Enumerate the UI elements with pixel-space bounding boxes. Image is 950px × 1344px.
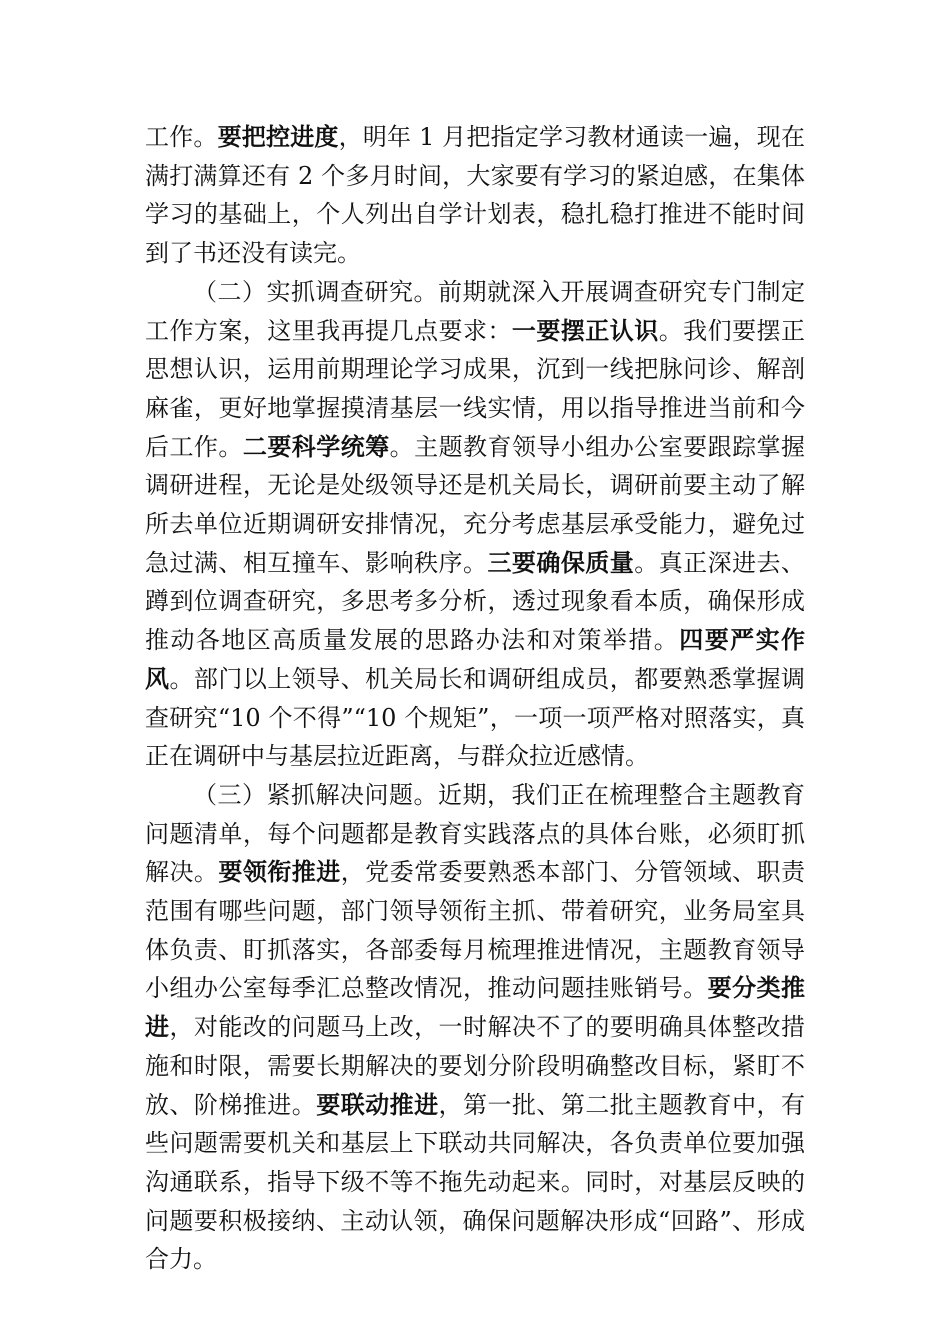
text-segment: 工作。	[145, 123, 218, 151]
text-segment: ，对能改的问题马上改，一时解决不了的要明确具体整改措施和时限，需要长期解决的要划分阶段明确整改目标，紧盯不放、阶梯推进。	[145, 1013, 806, 1119]
bold-heading: 二要科学统筹	[242, 432, 390, 461]
paragraph-problem-solving	[145, 776, 805, 1279]
text-segment: ，明年 1 月把指定学习教材通读一遍，现在满打满算还有 2 个多月时间，大家要有学习的紧迫感，在集体学习的基础上，个人列出自学计划表，稳扎稳打推进不能时间到了书还没有读完。	[145, 123, 805, 268]
text-segment: 。我们要摆正思想认识，运用前期理论学习成果，沉到一线把脉问诊、解剖麻雀，更好地掌握摸清基层一线实情，用以指导推进当前和今后工作。	[145, 316, 806, 461]
text-segment: 。真正深进去、蹲到位调查研究，多思考多分析，透过现象看本质，确保形成推动各地区高质量发展的思路办法和对策举措。	[145, 548, 806, 655]
text-segment: 。部门以上领导、机关局长和调研组成员，都要熟悉掌握调查研究“10 个不得”“10 个规矩”，一项一项严格对照落实，真正在调研中与基层拉近距离，与群众拉近感情。	[145, 664, 806, 771]
paragraph-study-progress	[145, 118, 805, 273]
paragraph-investigation	[145, 273, 805, 776]
document-page	[145, 118, 805, 1279]
bold-heading: 一要摆正认识	[511, 316, 659, 345]
bold-heading: 三要确保质量	[487, 548, 635, 577]
text-segment: 。主题教育领导小组办公室要跟踪掌握调研进程，无论是处级领导还是机关局长，调研前要主动了解所去单位近期调研安排情况，充分考虑基层承受能力，避免过急过满、相互撞车、影响秩序。	[145, 432, 806, 577]
bold-heading: 要分类推进	[145, 974, 806, 1042]
text-segment: ，第一批、第二批主题教育中，有些问题需要机关和基层上下联动共同解决，各负责单位要加强沟通联系，指导下级不等不拖先动起来。同时，对基层反映的问题要积极接纳、主动认领，确保问题解决形成“回路”、形成合力。	[145, 1090, 806, 1274]
bold-heading: 要联动推进	[316, 1090, 439, 1119]
bold-heading: 四要严实作风	[145, 626, 806, 693]
bold-heading: 要领衔推进	[218, 858, 341, 887]
bold-heading: 要把控进度	[217, 123, 339, 151]
text-segment: ，党委常委要熟悉本部门、分管领域、职责范围有哪些问题，部门领导领衔主抓、带着研究，业务局室具体负责、盯抓落实，各部委每月梳理推进情况，主题教育领导小组办公室每季汇总整改情况，推动问题挂账销号。	[145, 858, 806, 1003]
text-segment: （二）实抓调查研究。前期就深入开展调查研究专门制定工作方案，这里我再提几点要求：	[145, 277, 805, 345]
text-segment: （三）紧抓解决问题。近期，我们正在梳理整合主题教育问题清单，每个问题都是教育实践落点的具体台账，必须盯抓解决。	[145, 780, 805, 887]
